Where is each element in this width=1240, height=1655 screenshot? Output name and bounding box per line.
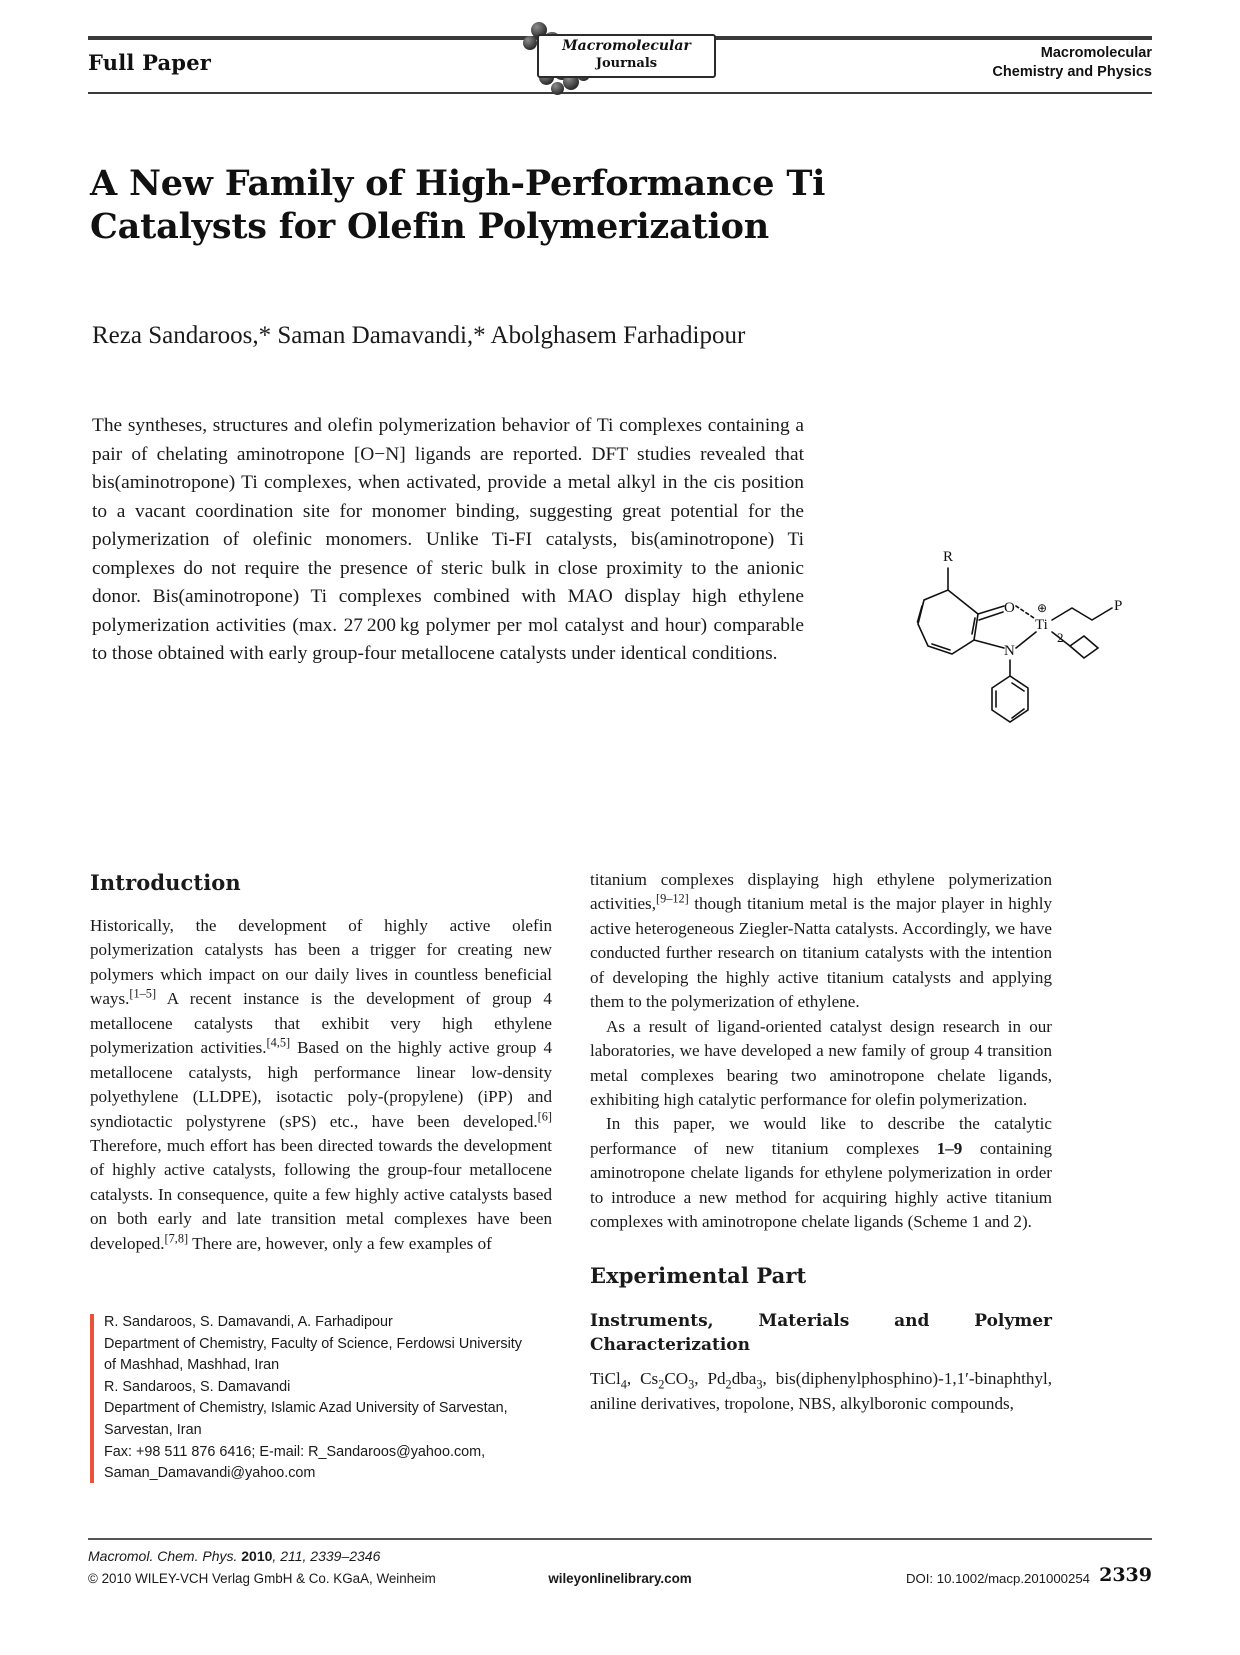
logo-line1: Macromolecular xyxy=(562,38,691,54)
right-text-d: containing aminotropone chelate ligands for ethylene polymerization in order to introduce a new method for acquiring highly active titanium complexes with aminotropone chelate ligands (Scheme 1 and 2). xyxy=(590,1138,1053,1232)
exp-sub-4: 4 xyxy=(620,1377,627,1392)
logo-line2: Journals xyxy=(595,56,658,71)
heading-introduction: Introduction xyxy=(90,870,241,895)
chemical-structure-figure xyxy=(904,528,1144,728)
intro-text-b: A recent instance is the development of group 4 metallocene catalysts that exhibit very high ethylene polymerization activities. xyxy=(90,989,552,1058)
affiliation-contact-line-1[interactable]: Fax: +98 511 876 6416; E-mail: R_Sandaroos@yahoo.com, xyxy=(104,1443,486,1460)
exp-sub-2b: 2 xyxy=(725,1377,732,1392)
intro-ref-2: [4,5] xyxy=(266,1035,291,1050)
exp-text-c: CO xyxy=(664,1369,689,1389)
affiliation-line-2: Department of Chemistry, Faculty of Science, Ferdowsi University xyxy=(104,1335,522,1352)
page-footer xyxy=(88,1538,1152,1598)
right-text-b: though titanium metal is the major player in highly active heterogeneous Ziegler-Natta catalysts. Accordingly, we have conducted further research on titanium catalysts with the intention of developing the highly active titanium catalysts and applying them to the polymerization of ethylene. xyxy=(590,894,1052,1012)
macromolecular-journals-logo xyxy=(515,20,725,100)
right-paragraph-1 xyxy=(590,868,1052,1015)
citation-volume-pages: , 211, 2339–2346 xyxy=(272,1548,381,1564)
copyright: © 2010 WILEY-VCH Verlag GmbH & Co. KGaA, Weinheim xyxy=(88,1571,436,1586)
exp-text-e: dba xyxy=(731,1369,757,1389)
affiliation-line-1: R. Sandaroos, S. Damavandi, A. Farhadipour xyxy=(104,1314,393,1330)
footer-rule xyxy=(88,1538,1152,1540)
affiliation-line-5: Department of Chemistry, Islamic Azad University of Sarvestan, xyxy=(104,1400,508,1417)
logo-blob-3 xyxy=(523,36,537,50)
logo-badge xyxy=(537,34,716,78)
subheading-instruments: Instruments, Materials and Polymer Characterization xyxy=(590,1310,1052,1355)
intro-ref-3: [6] xyxy=(537,1108,552,1123)
citation-journal: Macromol. Chem. Phys. xyxy=(88,1548,238,1564)
right-ref-1: [9–12] xyxy=(655,891,689,906)
affiliation-line-6: Sarvestan, Iran xyxy=(104,1422,202,1439)
heading-experimental-part: Experimental Part xyxy=(590,1262,807,1288)
affiliation-contact-line-2[interactable]: Saman_Damavandi@yahoo.com xyxy=(104,1465,316,1482)
citation xyxy=(88,1548,380,1564)
exp-sub-2a: 2 xyxy=(658,1377,665,1392)
exp-sub-3b: 3 xyxy=(756,1377,763,1392)
abstract-text: The syntheses, structures and olefin polymerization behavior of Ti complexes containing a pair of chelating aminotropone [O−N] ligands are reported. DFT studies revealed that bis(aminotropone) Ti complexes, when activated, provide a metal alkyl in the cis position to a vacant coordination site for monomer binding, suggesting great potential for the polymerization of olefinic monomers. Unlike Ti-FI catalysts, bis(aminotropone) Ti complexes do not require the presence of steric bulk in close proximity to the anionic donor. Bis(aminotropone) Ti complexes combined with MAO display high ethylene polymerization activities (max. 27 200 kg polymer per mol catalyst and hour) comparable to those obtained with early group-four metallocene catalysts under identical conditions. xyxy=(92,415,804,665)
right-column xyxy=(590,868,1052,1416)
affiliation-block xyxy=(90,1312,574,1485)
exp-text-d: , Pd xyxy=(694,1369,726,1389)
structure-label-P: P xyxy=(1114,598,1123,614)
right-paragraph-3 xyxy=(590,1112,1052,1234)
structure-label-2: 2 xyxy=(1057,630,1064,645)
affiliation-line-3: of Mashhad, Mashhad, Iran xyxy=(104,1357,280,1374)
right-text-a: titanium complexes displaying high ethylene polymerization activities, xyxy=(590,870,1052,914)
journal-name xyxy=(992,44,1152,82)
structure-label-N: N xyxy=(1004,643,1015,659)
right-paragraph-2: As a result of ligand-oriented catalyst design research in our laboratories, we have developed a new family of group 4 transition metal complexes bearing two aminotropone chelate ligands, exhibiting high catalytic performance for olefin polymerization. xyxy=(590,1016,1052,1109)
intro-ref-4: [7,8] xyxy=(164,1231,189,1246)
structure-label-R: R xyxy=(943,549,954,565)
journal-website-link[interactable]: wileyonlinelibrary.com xyxy=(548,1571,692,1586)
intro-text-d: Therefore, much effort has been directed towards the development of highly active catalysts, following the group-four metallocene catalysts. In consequence, quite a few highly active catalysts based on both early and late transition metal complexes have been developed. xyxy=(90,1135,552,1253)
structure-label-Ti: Ti xyxy=(1035,617,1048,633)
intro-text-e: There are, however, only a few examples of xyxy=(192,1233,492,1253)
complex-range: 1–9 xyxy=(936,1138,963,1158)
logo-blob-9 xyxy=(551,82,564,95)
intro-paragraph xyxy=(90,914,552,1256)
author-list: Reza Sandaroos,* Saman Damavandi,* Abolghasem Farhadipour xyxy=(92,322,746,349)
intro-text-a: Historically, the development of highly active olefin polymerization catalysts has been a trigger for creating new polymers which impact on our daily lives in countless beneficial ways. xyxy=(90,916,552,1009)
exp-sub-3a: 3 xyxy=(688,1377,695,1392)
journal-name-line2: Chemistry and Physics xyxy=(992,63,1152,80)
exp-text-b: , Cs xyxy=(626,1369,659,1389)
page-number: 2339 xyxy=(1099,1564,1152,1586)
structure-label-O: O xyxy=(1004,600,1015,616)
page-title: A New Family of High-Performance Ti Catalysts for Olefin Polymerization xyxy=(90,163,826,248)
affiliation-line-4: R. Sandaroos, S. Damavandi xyxy=(104,1378,291,1395)
right-text-c: In this paper, we would like to describe the catalytic performance of new titanium complexes xyxy=(590,1114,1052,1158)
chemical-structure-svg xyxy=(904,528,1144,728)
exp-text-f: , bis(diphenylphosphino)-1,1′-binaphthyl, aniline derivatives, tropolone, NBS, alkylboronic compounds, xyxy=(590,1369,1053,1413)
intro-text-c: Based on the highly active group 4 metallocene catalysts, high performance linear low-density polyethylene (LLDPE), isotactic poly-(propylene) (iPP) and syndiotactic polystyrene (sPS) etc., have been developed. xyxy=(90,1038,553,1131)
left-column xyxy=(90,868,552,1256)
experimental-paragraph xyxy=(590,1367,1052,1416)
intro-ref-1: [1–5] xyxy=(129,986,157,1001)
exp-text-a: TiCl xyxy=(590,1369,621,1389)
structure-label-charge: ⊕ xyxy=(1037,601,1048,615)
journal-name-line1: Macromolecular xyxy=(1040,45,1152,61)
citation-year: 2010 xyxy=(241,1548,273,1564)
doi[interactable]: DOI: 10.1002/macp.201000254 xyxy=(905,1571,1090,1586)
section-label: Full Paper xyxy=(88,50,212,75)
page-header xyxy=(88,36,1152,94)
